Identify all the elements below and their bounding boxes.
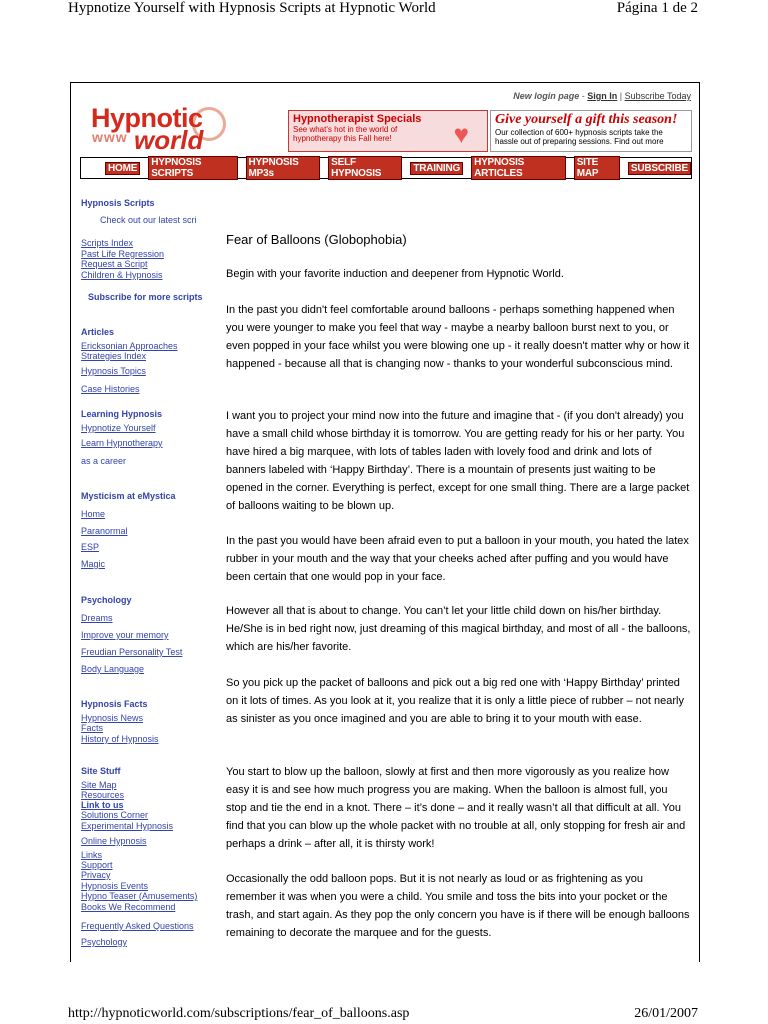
sidebar-heading-site: Site Stuff <box>81 766 121 776</box>
sidebar-item-topics[interactable]: Hypnosis Topics <box>81 366 146 376</box>
nav-subscribe[interactable]: SUBSCRIBE <box>628 162 691 175</box>
sidebar-item-memory[interactable]: Improve your memory <box>81 630 169 640</box>
sidebar-item-strategies[interactable]: Strategies Index <box>81 351 147 361</box>
gift-banner[interactable] <box>490 110 692 152</box>
article-paragraph: In the past you would have been afraid even to put a balloon in your mouth, you hated the latex rubber in your mouth and the way that your cheeks ached after puffing and you would have been certain that one would pop in your face. <box>226 535 689 583</box>
sidebar-item-news[interactable]: Hypnosis News <box>81 713 144 723</box>
article-paragraph: However all that is about to change. You can’t let your little child down on his/her birthday. He/She is in bed right now, just dreaming of this magical birthday, and most of all - the balloons, which are his/her favorite. <box>226 605 691 653</box>
article-paragraph: So you pick up the packet of balloons and pick out a big red one with ‘Happy Birthday’ printed on it lots of times. As you look at it, you realize that it is only a little piece of rubber – not nearly as sinister as you once imagined and you are able to bring it to your mouth with ease. <box>226 677 684 725</box>
sidebar-item-resources[interactable]: Resources <box>81 790 125 800</box>
nav-home[interactable]: HOME <box>105 162 140 175</box>
sidebar-item-solutions[interactable]: Solutions Corner <box>81 810 149 820</box>
sidebar-item-history[interactable]: History of Hypnosis <box>81 734 159 744</box>
sidebar-item-link-to-us[interactable]: Link to us <box>81 800 124 810</box>
article-title: Fear of Balloons (Globophobia) <box>226 232 407 247</box>
separator: | <box>617 91 625 101</box>
article-paragraph: In the past you didn't feel comfortable around balloons - perhaps something happened when you were younger to make you feel that way - maybe a nearby balloon burst next to you, or even popped in your face whilst you were blowing one up - it really doesn't matter why or how it happened - because all that is changing now - thanks to your wonderful subconscious mind. <box>226 304 690 370</box>
sidebar-heading-facts: Hypnosis Facts <box>81 699 148 709</box>
print-footer <box>68 1006 698 1024</box>
sidebar-item-body-language[interactable]: Body Language <box>81 664 145 674</box>
banner-gift-text: Our collection of 600+ hypnosis scripts take the hassle out of preparing sessions. Find out more <box>495 128 664 146</box>
main-nav <box>80 157 692 179</box>
sidebar-item-home[interactable]: Home <box>81 509 106 519</box>
sidebar-item-career[interactable]: as a career <box>81 456 127 466</box>
sidebar-item-events[interactable]: Hypnosis Events <box>81 881 149 891</box>
sidebar-item-case-histories[interactable]: Case Histories <box>81 384 140 394</box>
sidebar-heading-learning: Learning Hypnosis <box>81 409 163 419</box>
separator: - <box>579 91 588 101</box>
logo-word-hypnotic: Hypnotic <box>91 103 203 133</box>
sidebar-item-scripts-index[interactable]: Scripts Index <box>81 238 134 248</box>
print-header-title: Hypnotize Yourself with Hypnosis Scripts at Hypnotic World <box>68 0 436 16</box>
sidebar-item-online[interactable]: Online Hypnosis <box>81 836 147 846</box>
sidebar-item-past-life[interactable]: Past Life Regression <box>81 249 165 259</box>
sidebar-item-psychology[interactable]: Psychology <box>81 937 128 947</box>
sign-in-link[interactable]: Sign In <box>587 91 618 101</box>
nav-self-hypnosis[interactable]: SELF HYPNOSIS <box>328 156 402 180</box>
sidebar-item-esp[interactable]: ESP <box>81 542 100 552</box>
sidebar-item-privacy[interactable]: Privacy <box>81 870 111 880</box>
sidebar-item-children[interactable]: Children & Hypnosis <box>81 270 163 280</box>
sidebar-item-support[interactable]: Support <box>81 860 113 870</box>
sidebar-item-hypnotize-yourself[interactable]: Hypnotize Yourself <box>81 423 156 433</box>
sidebar-item-links[interactable]: Links <box>81 850 103 860</box>
print-footer-date: 26/01/2007 <box>634 1006 698 1021</box>
nav-hypnosis-scripts[interactable]: HYPNOSIS SCRIPTS <box>148 156 237 180</box>
sidebar-item-experimental[interactable]: Experimental Hypnosis <box>81 821 174 831</box>
nav-hypnosis-mp3s[interactable]: HYPNOSIS MP3s <box>246 156 321 180</box>
nav-hypnosis-articles[interactable]: HYPNOSIS ARTICLES <box>471 156 566 180</box>
hypnotherapist-specials-banner[interactable] <box>288 110 488 152</box>
sidebar-heading-articles: Articles <box>81 327 115 337</box>
nav-training[interactable]: TRAINING <box>410 162 463 175</box>
sidebar-item-freudian[interactable]: Freudian Personality Test <box>81 647 183 657</box>
banner-gift-title: Give yourself a gift this season! <box>495 112 678 127</box>
nav-site-map[interactable]: SITE MAP <box>574 156 620 180</box>
sidebar-heading-mysticism: Mysticism at eMystica <box>81 491 176 501</box>
new-login-link[interactable]: New login page <box>513 91 580 101</box>
article-paragraph: Occasionally the odd balloon pops. But it is not nearly as loud or as frightening as you remember it was when you were a child. You smile and toss the bits into your pocket or the trash, and start again. As they pop the only concern you have is if there will be enough balloons remaining to decorate the marquee and for the guests. <box>226 873 690 939</box>
top-links <box>513 91 691 101</box>
logo-word-world: world <box>134 125 204 155</box>
sidebar-heading-psychology: Psychology <box>81 595 132 605</box>
subscribe-today-link[interactable]: Subscribe Today <box>624 91 691 101</box>
sidebar-item-request-script[interactable]: Request a Script <box>81 259 148 269</box>
print-footer-url: http://hypnoticworld.com/subscriptions/fear_of_balloons.asp <box>68 1006 410 1021</box>
sidebar-item-books[interactable]: Books We Recommend <box>81 902 176 912</box>
article-paragraph: Begin with your favorite induction and deepener from Hypnotic World. <box>226 268 564 280</box>
sidebar-item-paranormal[interactable]: Paranormal <box>81 526 128 536</box>
heart-icon: ♥ <box>453 119 469 149</box>
sidebar-latest-scripts[interactable]: Check out our latest scri <box>100 215 197 225</box>
sidebar-item-facts[interactable]: Facts <box>81 723 104 733</box>
article-paragraph: I want you to project your mind now into the future and imagine that - (if you don't already) you have a small child whose birthday it is tomorrow. You are getting ready for his or her party. You have hired a big marquee, with lots of tables laden with lovely food and drink and lots of banners labeled with ‘Happy Birthday’. There is a mountain of presents just waiting to be opened in the corner. Everything is perfect, except for one small thing. There are a large packet of balloons waiting to be blown up. <box>226 410 690 512</box>
print-header-page: Página 1 de 2 <box>616 0 698 16</box>
sidebar-item-teaser[interactable]: Hypno Teaser (Amusements) <box>81 891 198 901</box>
sidebar-item-learn-hypnotherapy[interactable]: Learn Hypnotherapy <box>81 438 163 448</box>
sidebar-item-faq[interactable]: Frequently Asked Questions <box>81 921 194 931</box>
logo-www: www <box>92 129 128 145</box>
hypnotic-world-logo[interactable] <box>88 103 238 155</box>
sidebar-item-site-map[interactable]: Site Map <box>81 780 117 790</box>
print-header <box>68 0 698 20</box>
sidebar-subscribe-more[interactable]: Subscribe for more scripts <box>88 292 203 302</box>
sidebar-item-magic[interactable]: Magic <box>81 559 106 569</box>
article-paragraph: You start to blow up the balloon, slowly at first and then more vigorously as you realize how easy it is and see how much progress you are making. When the balloon is almost full, you stop and tie the end in a knot. There – it’s done – and it really wasn’t all that difficult at all. You find that you can blow up the whole packet with no trouble at all, only stopping for fresh air and perhaps a drink – after all, it is thirsty work! <box>226 766 686 850</box>
sidebar-heading-scripts: Hypnosis Scripts <box>81 198 155 208</box>
banner-specials-title: Hypnotherapist Specials <box>293 113 422 125</box>
sidebar-item-ericksonian[interactable]: Ericksonian Approaches <box>81 341 178 351</box>
sidebar-item-dreams[interactable]: Dreams <box>81 613 113 623</box>
banner-specials-text: See what's hot in the world of hypnotherapy this Fall here! <box>293 125 398 143</box>
